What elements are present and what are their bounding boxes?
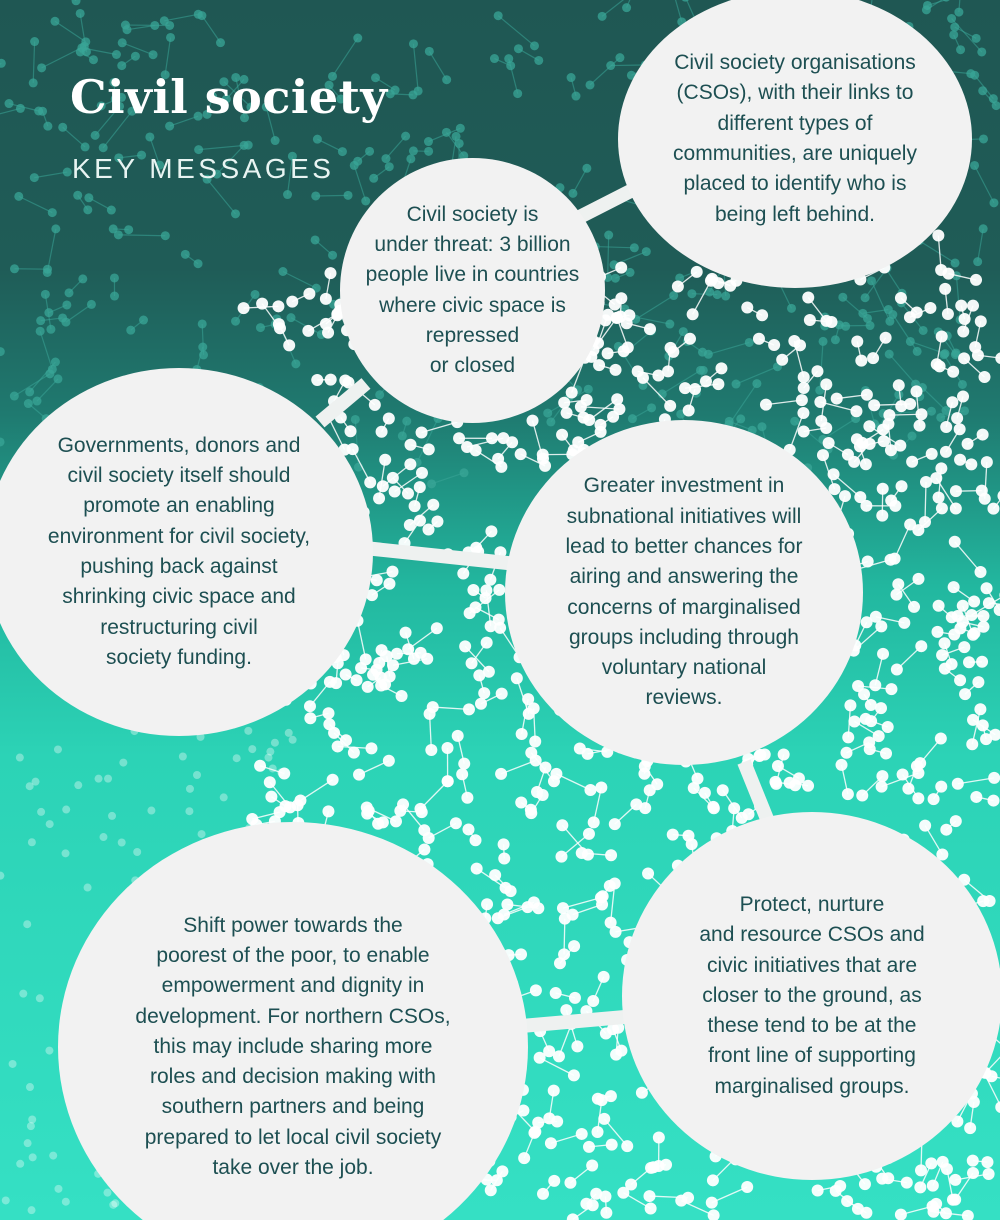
bubble-text: Civil society is under threat: 3 billion people live in countries where civic space is repressed or closed [365, 202, 580, 378]
bubble-text: Governments, donors and civil society itself should promote an enabling environment for civil society, pushing back against shrinking civic space and restructuring civil society funding. [47, 433, 311, 669]
bubble-subnational-investment [505, 420, 863, 765]
bubble-text: Shift power towards the poorest of the poor, to enable empowerment and dignity in development. For northern CSOs, this may include sharing more roles and decision making with southern partners and being prepared to let local civil society take over the job. [135, 913, 451, 1180]
page-title: Civil society [70, 70, 388, 124]
page-subtitle: KEY MESSAGES [72, 153, 335, 184]
bubble-text: Greater investment in subnational initiatives will lead to better chances for airing and answering the concerns of marginalised groups including through voluntary national reviews. [565, 474, 803, 710]
bubble-protect-nurture [622, 812, 1000, 1180]
bubble-enabling-environment [0, 368, 373, 736]
bubble-text: Protect, nurture and resource CSOs and civic initiatives that are closer to the ground, as these tend to be at the front line of supporting marginalised groups. [699, 892, 925, 1098]
bubble-under-threat [340, 158, 605, 423]
bubble-identify-left-behind [618, 0, 972, 288]
bubble-text: Civil society organisations (CSOs), with their links to different types of communities, are uniquely placed to identify who is being left behind. [673, 51, 917, 226]
